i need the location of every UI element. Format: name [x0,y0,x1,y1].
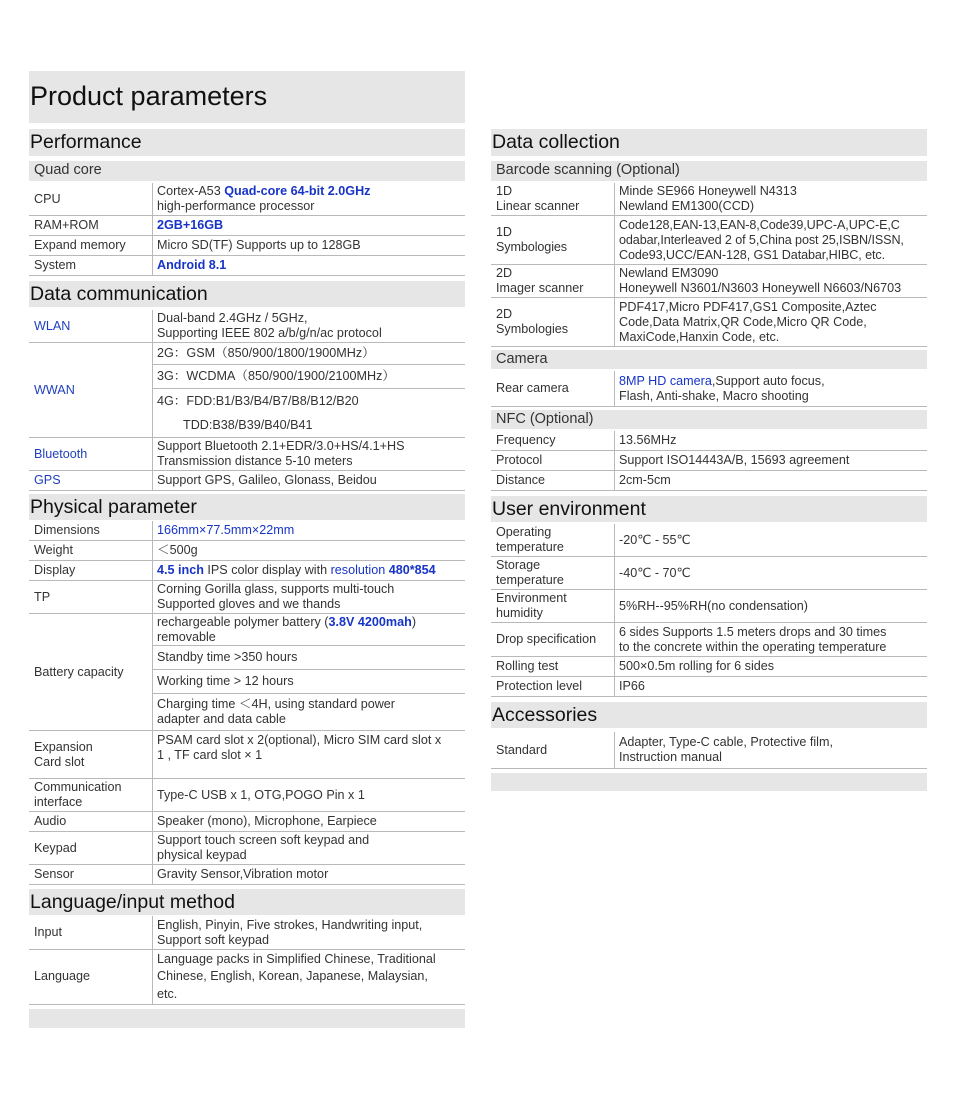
spec-label: Protection level [491,677,615,696]
subsection-barcode-scanning: Barcode scanning (Optional) [491,161,927,181]
spec-value: 13.56MHz [619,433,677,447]
spec-row-wlan [29,310,465,343]
spec-label: Audio [29,812,153,831]
spec-value: 500×0.5m rolling for 6 sides [619,659,775,673]
spec-row-rear-camera [491,371,927,407]
spec-label: Battery capacity [29,614,153,730]
spec-label: Storage temperature [491,557,615,589]
spec-value: Android 8.1 [157,258,227,272]
spec-row-display [29,561,465,581]
spec-value: Support Bluetooth 2.1+EDR/3.0+HS/4.1+HS Transmission distance 5-10 meters [157,439,405,468]
spec-value: 2cm-5cm [619,473,671,487]
spec-row-sensor [29,865,465,885]
spec-value: 2GB+16GB [157,218,224,232]
spec-label: Distance [491,471,615,490]
spec-value: Language packs in Simplified Chinese, Traditional Chinese, English, Korean, Japanese, Malaysian, etc. [157,951,436,1001]
spec-row-tp [29,581,465,614]
spec-label: Expansion Card slot [29,731,153,778]
spec-value: 8MP HD camera,Support auto focus, Flash, Anti-shake, Macro shooting [619,373,825,403]
subsection-camera: Camera [491,350,927,369]
spec-row-ram-rom [29,216,465,236]
spec-label: Drop specification [491,623,615,656]
section-data-communication: Data communication [29,281,465,307]
spec-row-standard [491,732,927,769]
spec-label: GPS [29,471,153,490]
spec-value: Support touch screen soft keypad and physical keypad [157,833,370,862]
spec-row-bluetooth [29,438,465,471]
spec-label: Weight [29,541,153,560]
spec-value [153,614,465,730]
spec-row-expansion-card-slot [29,731,465,779]
wwan-line: 4G：FDD:B1/B3/B4/B7/B8/B12/B20 [157,393,359,408]
spec-row-weight [29,541,465,561]
spec-label: TP [29,581,153,613]
spec-label: System [29,256,153,275]
spec-row-1d-linear-scanner [491,183,927,216]
spec-label: Display [29,561,153,580]
spec-label: Rolling test [491,657,615,676]
battery-line: Charging time ＜4H, using standard power adapter and data cable [157,696,396,726]
spec-value: -20℃ - 55℃ [619,532,691,547]
footer-bar [491,773,927,791]
wwan-line: TDD:B38/B39/B40/B41 [183,417,313,432]
spec-row-1d-symbologies [491,216,927,265]
spec-row-2d-symbologies [491,298,927,347]
spec-value: -40℃ - 70℃ [619,565,691,580]
spec-value: Newland EM3090 Honeywell N3601/N3603 Honeywell N6603/N6703 [619,266,902,295]
spec-value [153,343,465,437]
section-accessories: Accessories [491,702,927,728]
spec-label: CPU [29,183,153,215]
spec-row-protocol [491,451,927,471]
spec-value: ＜500g [157,543,198,557]
footer-bar [29,1009,465,1028]
spec-label: Sensor [29,865,153,884]
spec-row-language [29,950,465,1005]
spec-label: Keypad [29,832,153,864]
spec-value: IP66 [619,679,645,693]
spec-row-dimensions [29,521,465,541]
spec-value: Support GPS, Galileo, Glonass, Beidou [157,473,377,487]
spec-label: Input [29,916,153,949]
spec-row-frequency [491,431,927,451]
spec-label: Dimensions [29,521,153,540]
battery-line: Standby time >350 hours [153,646,465,670]
spec-label: RAM+ROM [29,216,153,235]
spec-value: Support ISO14443A/B, 15693 agreement [619,453,850,467]
spec-row-cpu [29,183,465,216]
section-user-environment: User environment [491,496,927,522]
spec-label: 1D Symbologies [491,216,615,264]
spec-label: 2D Symbologies [491,298,615,346]
spec-label: WWAN [29,343,153,437]
subsection-nfc: NFC (Optional) [491,410,927,429]
spec-row-operating-temperature [491,524,927,557]
right-column [491,129,927,791]
spec-value: PDF417,Micro PDF417,GS1 Composite,Aztec Code,Data Matrix,QR Code,Micro QR Code, MaxiCode,Hanxin Code, etc. [619,299,877,344]
spec-value: Gravity Sensor,Vibration motor [157,867,329,881]
spec-value: Speaker (mono), Microphone, Earpiece [157,814,377,828]
spec-row-audio [29,812,465,832]
spec-value: 5%RH--95%RH(no condensation) [619,598,808,613]
wwan-line: 2G：GSM（850/900/1800/1900MHz） [153,343,465,365]
spec-value: Adapter, Type-C cable, Protective film, Instruction manual [619,735,833,764]
spec-label: Standard [491,732,615,768]
spec-row-system [29,256,465,276]
spec-value: Dual-band 2.4GHz / 5GHz, Supporting IEEE 802 a/b/g/n/ac protocol [157,311,382,340]
spec-label: Expand memory [29,236,153,255]
spec-row-keypad [29,832,465,865]
spec-label: Environment humidity [491,590,615,622]
subsection-quad-core: Quad core [29,161,465,181]
page-title: Product parameters [29,71,465,123]
spec-value: Micro SD(TF) Supports up to 128GB [157,238,361,252]
spec-value: 6 sides Supports 1.5 meters drops and 30 times to the concrete within the operating temperature [619,624,887,654]
spec-row-drop-specification [491,623,927,657]
spec-label: Language [29,950,153,1004]
spec-label: Bluetooth [29,438,153,470]
spec-row-battery [29,614,465,731]
spec-row-communication-interface [29,779,465,812]
spec-row-distance [491,471,927,491]
spec-label: Protocol [491,451,615,470]
spec-value: Code128,EAN-13,EAN-8,Code39,UPC-A,UPC-E,C odabar,Interleaved 2 of 5,China post 25,ISBN/ISSN, Code93,UCC/EAN-128, GS1 Databar,HIBC, etc. [619,217,904,262]
spec-value: 4.5 inch IPS color display with resolution 480*854 [157,563,436,577]
section-performance: Performance [29,129,465,156]
spec-row-expand-memory [29,236,465,256]
spec-value: PSAM card slot x 2(optional), Micro SIM card slot x 1 , TF card slot × 1 [157,733,442,762]
battery-line: rechargeable polymer battery (3.8V 4200mah) removable [153,614,465,646]
spec-value: Cortex-A53 Quad-core 64-bit 2.0GHz high-performance processor [157,184,371,213]
spec-label: Operating temperature [491,524,615,556]
spec-label: Frequency [491,431,615,450]
spec-label: 2D Imager scanner [491,265,615,297]
spec-label: 1D Linear scanner [491,183,615,215]
spec-value: Corning Gorilla glass, supports multi-touch Supported gloves and we thands [157,582,395,611]
wwan-line: 3G：WCDMA（850/900/1900/2100MHz） [153,365,465,389]
spec-row-environment-humidity [491,590,927,623]
spec-value: Type-C USB x 1, OTG,POGO Pin x 1 [157,787,365,802]
left-column [29,129,465,1028]
section-language-input-method: Language/input method [29,889,465,915]
spec-value: English, Pinyin, Five strokes, Handwriting input, Support soft keypad [157,917,423,947]
spec-row-storage-temperature [491,557,927,590]
spec-row-gps [29,471,465,491]
spec-value: 166mm×77.5mm×22mm [157,523,295,537]
spec-label: WLAN [29,310,153,342]
battery-line: Working time > 12 hours [153,670,465,694]
spec-row-rolling-test [491,657,927,677]
spec-row-protection-level [491,677,927,697]
spec-row-2d-imager-scanner [491,265,927,298]
spec-label: Communication interface [29,779,153,811]
spec-label: Rear camera [491,371,615,406]
section-data-collection: Data collection [491,129,927,156]
spec-row-wwan [29,343,465,438]
spec-row-input [29,916,465,950]
section-physical-parameter: Physical parameter [29,494,465,520]
spec-value: Minde SE966 Honeywell N4313 Newland EM1300(CCD) [619,184,797,213]
